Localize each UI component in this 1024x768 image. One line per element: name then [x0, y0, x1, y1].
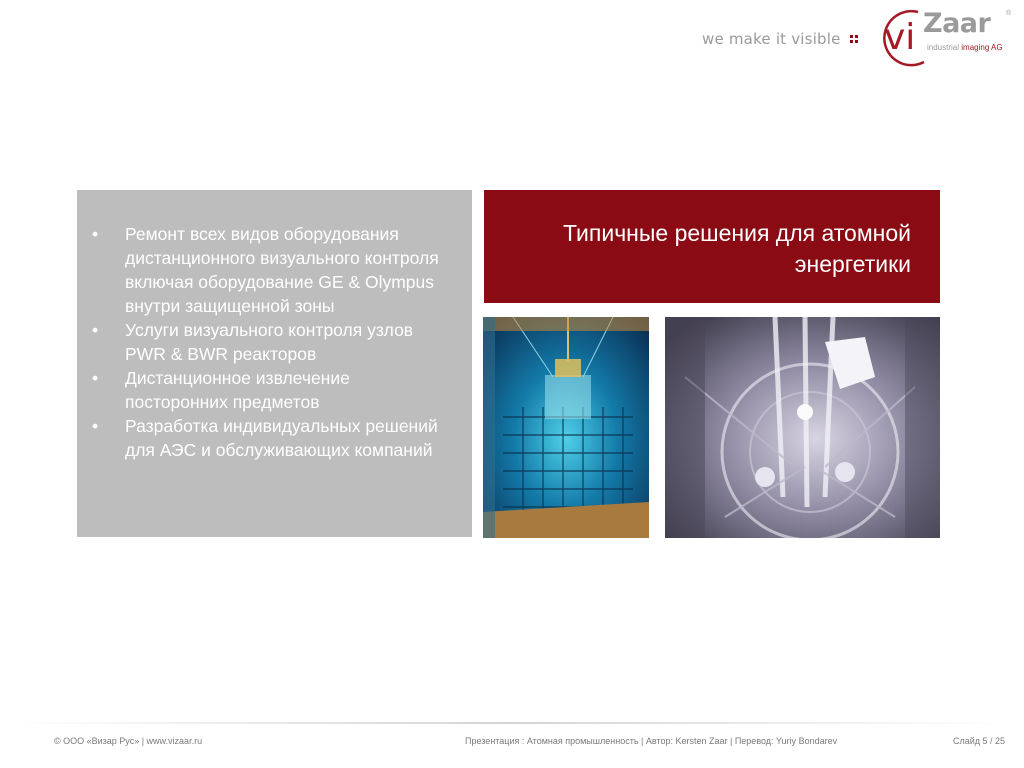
reactor-vessel-photo: [665, 317, 940, 538]
list-item: • Разработка индивидуальных решений для АЭС и обслуживающих компаний: [92, 416, 438, 460]
reactor-pool-photo: [483, 317, 649, 538]
logo-subtitle: industrial imaging AG: [927, 43, 1003, 52]
logo-registered-mark: ®: [1006, 10, 1012, 17]
bullet-icon: •: [92, 224, 99, 244]
list-item: • Ремонт всех видов оборудования дистанционного визуального контроля включая оборудование GE & Olympus внутри защищенной зоны: [92, 224, 439, 316]
footer-presentation-info: Презентация : Атомная промышленность | Автор: Kersten Zaar | Перевод: Yuriy Bondarev: [465, 736, 838, 746]
slide-number: Слайд 5 / 25: [953, 736, 1006, 746]
footer-divider: [10, 722, 1008, 724]
slide-title: Типичные решения для атомной энергетики: [484, 190, 940, 303]
bullet-icon: •: [92, 320, 99, 340]
services-panel: [77, 190, 472, 537]
separator-dots: [850, 35, 858, 43]
bullet-icon: •: [92, 368, 99, 388]
tagline: we make it visible: [702, 30, 841, 48]
list-item: • Дистанционное извлечение посторонних предметов: [92, 368, 350, 412]
services-list: [92, 222, 454, 462]
bullet-icon: •: [92, 416, 99, 436]
logo-vi: vi: [884, 17, 916, 58]
logo-zaar: Zaar: [923, 8, 991, 39]
vizaar-logo[interactable]: [872, 6, 1017, 70]
footer-copyright[interactable]: © ООО «Визар Рус» | www.vizaar.ru: [54, 736, 203, 746]
list-item: • Услуги визуального контроля узлов PWR & BWR реакторов: [92, 320, 414, 364]
